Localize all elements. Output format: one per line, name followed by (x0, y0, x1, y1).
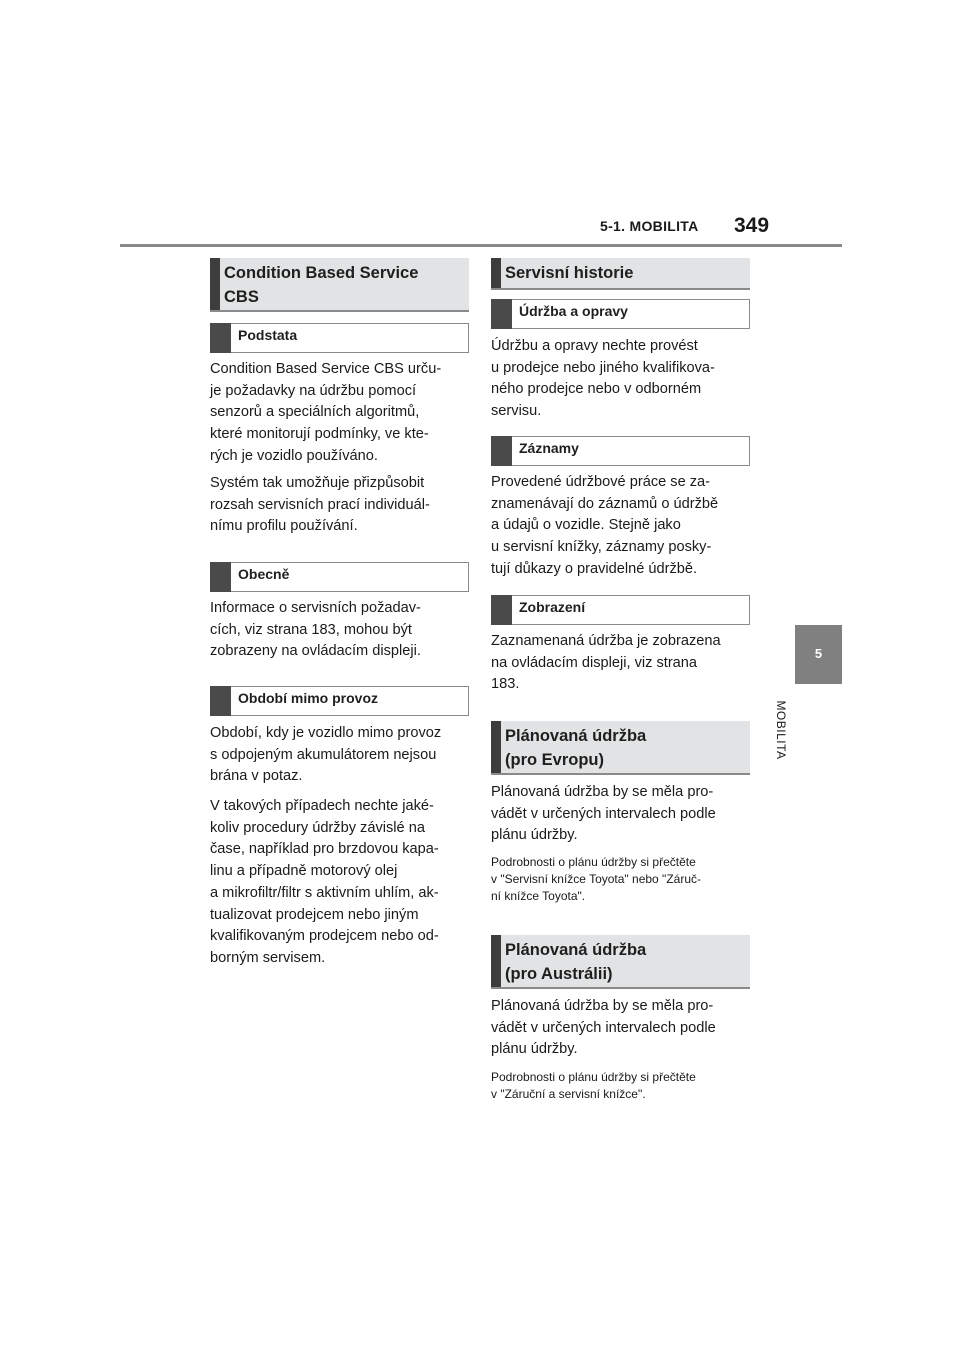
page-number: 349 (734, 214, 770, 237)
subheading-zobrazeni-text: Zobrazení (519, 599, 586, 615)
subheading-udrzba-text: Údržba a opravy (519, 303, 628, 319)
heading-cbs (210, 258, 469, 312)
subheading-bar (210, 686, 231, 716)
heading-bar (491, 258, 501, 288)
paragraph-zobrazeni: Zaznamenaná údržba je zobrazena na ovládacím displeji, viz strana 183. (491, 633, 721, 693)
heading-planovana-evropa (491, 721, 750, 775)
note-evropa: Podrobnosti o plánu údržby si přečtěte v "Servisní knížce Toyota" nebo "Záruč- ní knížce Toyota". (491, 855, 701, 903)
paragraph-podstata-2: Systém tak umožňuje přizpůsobit rozsah servisních prací individuál- nímu profilu používání. (210, 475, 430, 535)
heading-servisni-historie-text: Servisní historie (505, 264, 634, 282)
heading-bar (210, 258, 220, 310)
subheading-obdobi-text: Období mimo provoz (238, 690, 378, 706)
heading-bar (491, 721, 501, 773)
subheading-obdobi (210, 686, 469, 716)
heading-planovana-australie (491, 935, 750, 989)
paragraph-obdobi-2: V takových případech nechte jaké- koliv procedury údržby závislé na čase, například pro brzdovou kapa- linu a případně motorový olej a mikrofiltr/filtr s aktivním uhlím, ak- tualizovat prodejcem nebo jiným kvalifikovaným prodejcem nebo od- borným servisem. (210, 798, 439, 966)
heading-bar (491, 935, 501, 987)
paragraph-obecne: Informace o servisních požadav- cích, viz strana 183, mohou být zobrazeny na ovládacím displeji. (210, 600, 421, 660)
note-australie: Podrobnosti o plánu údržby si přečtěte v "Záruční a servisní knížce". (491, 1070, 696, 1101)
subheading-bar (210, 323, 231, 353)
heading-planovana-australie-text: Plánovaná údržba (pro Austrálii) (505, 941, 647, 983)
subheading-bar (491, 436, 512, 466)
subheading-bar (210, 562, 231, 592)
subheading-udrzba (491, 299, 750, 329)
subheading-obecne-text: Obecně (238, 566, 290, 582)
subheading-podstata (210, 323, 469, 353)
heading-servisni-historie (491, 258, 750, 290)
subheading-zaznamy-text: Záznamy (519, 440, 579, 456)
section-label: 5-1. MOBILITA (600, 218, 699, 234)
subheading-zaznamy (491, 436, 750, 466)
subheading-obecne (210, 562, 469, 592)
paragraph-evropa: Plánovaná údržba by se měla pro- vádět v určených intervalech podle plánu údržby. (491, 784, 716, 844)
paragraph-australie: Plánovaná údržba by se měla pro- vádět v určených intervalech podle plánu údržby. (491, 998, 716, 1058)
subheading-bar (491, 299, 512, 329)
subheading-podstata-text: Podstata (238, 327, 298, 343)
chapter-tab-label: MOBILITA (774, 700, 788, 760)
subheading-bar (491, 595, 512, 625)
header-rule (120, 244, 842, 247)
subheading-zobrazeni (491, 595, 750, 625)
paragraph-obdobi-1: Období, kdy je vozidlo mimo provoz s odpojeným akumulátorem nejsou brána v potaz. (210, 725, 442, 785)
heading-cbs-text: Condition Based Service CBS (224, 264, 419, 306)
paragraph-udrzba: Údržbu a opravy nechte provést u prodejce nebo jiného kvalifikova- ného prodejce nebo v odborném servisu. (491, 338, 715, 420)
paragraph-zaznamy: Provedené údržbové práce se za- znamenávají do záznamů o údržbě a údajů o vozidle. Stejně jako u servisní knížky, záznamy posky- tují důkazy o pravidelné údržbě. (491, 474, 719, 577)
paragraph-podstata-1: Condition Based Service CBS urču- je požadavky na údržbu pomocí senzorů a speciálních algoritmů, které monitorují podmínky, ve kte- rých je vozidlo používáno. (210, 361, 442, 464)
heading-planovana-evropa-text: Plánovaná údržba (pro Evropu) (505, 727, 647, 769)
chapter-tab-number: 5 (814, 646, 823, 661)
